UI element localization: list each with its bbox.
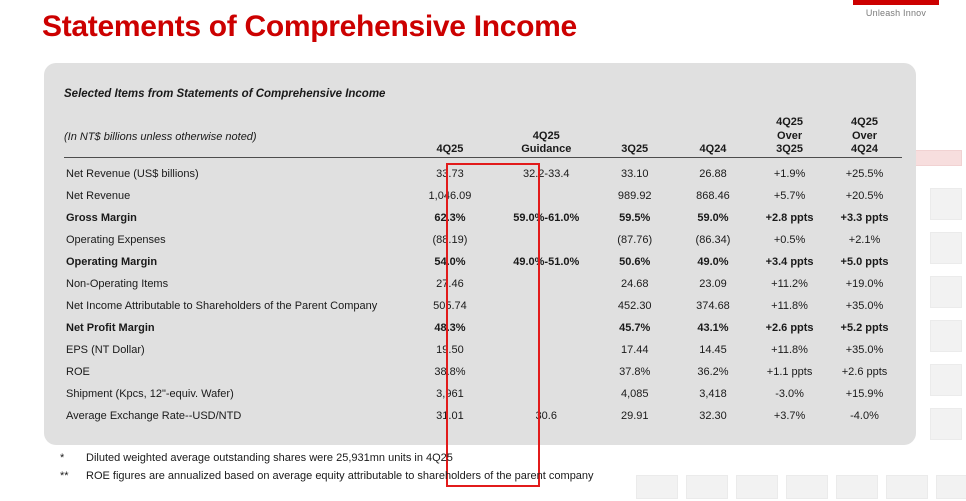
column-header-4q25: 4Q25 xyxy=(403,95,497,158)
cell-3q25: 59.5% xyxy=(619,212,651,224)
cell-over-3q25: +1.9% xyxy=(773,168,806,180)
cell-over-4q24: -4.0% xyxy=(850,410,879,422)
cell-over-3q25: +11.8% xyxy=(771,344,808,356)
cell-over-3q25: -3.0% xyxy=(775,388,804,400)
financials-table xyxy=(64,95,902,422)
cell-over-4q24: +19.0% xyxy=(845,278,884,290)
cell-4q24: 59.0% xyxy=(697,212,729,224)
financials-panel xyxy=(44,63,916,445)
cell-4q25: 33.73 xyxy=(436,168,464,180)
footnote-text: Diluted weighted average outstanding shares were 25,931mn units in 4Q25 xyxy=(86,452,453,464)
cell-over-3q25: +0.5% xyxy=(773,234,806,246)
panel-units-note: (In NT$ billions unless otherwise noted) xyxy=(64,131,257,143)
cell-4q25: 54.0% xyxy=(434,256,466,268)
decorative-block xyxy=(930,232,962,264)
cell-4q25: 1,046.09 xyxy=(428,190,472,202)
table-row xyxy=(64,312,902,334)
brand-logo xyxy=(826,0,966,18)
cell-3q25: 17.44 xyxy=(620,344,649,356)
cell-over-3q25: +3.4 ppts xyxy=(765,256,814,268)
table-row xyxy=(64,202,902,224)
decorative-block xyxy=(930,408,962,440)
column-header-4q25-guidance: 4Q25 Guidance xyxy=(497,95,596,158)
decorative-block xyxy=(930,320,962,352)
footnote-mark: ** xyxy=(60,470,69,482)
cell-4q24: 32.30 xyxy=(699,410,727,422)
column-header-4q25-over-3q25: 4Q25 Over 3Q25 xyxy=(752,95,827,158)
cell-over-4q24: +5.2 ppts xyxy=(840,322,889,334)
cell-4q24: 23.09 xyxy=(699,278,727,290)
row-label: Gross Margin xyxy=(66,212,137,224)
cell-3q25: 50.6% xyxy=(619,256,651,268)
cell-over-4q24: +35.0% xyxy=(845,344,884,356)
cell-3q25: 45.7% xyxy=(619,322,651,334)
cell-over-3q25: +11.2% xyxy=(771,278,808,290)
cell-guidance xyxy=(497,312,596,334)
cell-guidance xyxy=(497,378,596,400)
cell-3q25: 452.30 xyxy=(617,300,652,312)
cell-over-4q24: +35.0% xyxy=(845,300,884,312)
brand-tagline: Unleash Innov xyxy=(865,8,927,18)
cell-guidance xyxy=(497,356,596,378)
table-row xyxy=(64,290,902,312)
cell-guidance: 32.2-33.4 xyxy=(523,168,570,180)
cell-4q25: 3,961 xyxy=(436,388,464,400)
cell-over-3q25: +5.7% xyxy=(773,190,806,202)
footnote-mark: * xyxy=(60,452,65,464)
decorative-block xyxy=(930,364,962,396)
brand-bar-icon xyxy=(853,0,939,5)
cell-guidance xyxy=(497,290,596,312)
cell-over-4q24: +20.5% xyxy=(845,190,884,202)
table-row xyxy=(64,180,902,202)
cell-guidance: 49.0%-51.0% xyxy=(513,256,580,268)
cell-3q25: 33.10 xyxy=(620,168,649,180)
cell-guidance: 59.0%-61.0% xyxy=(513,212,580,224)
table-row xyxy=(64,268,902,290)
decorative-block xyxy=(930,188,962,220)
cell-over-3q25: +11.8% xyxy=(771,300,808,312)
column-header-4q25-over-4q24: 4Q25 Over 4Q24 xyxy=(827,95,902,158)
cell-4q24: 14.45 xyxy=(699,344,727,356)
footnote-text: ROE figures are annualized based on average equity attributable to shareholders of the parent company xyxy=(86,470,594,482)
cell-over-4q24: +3.3 ppts xyxy=(840,212,889,224)
column-header-label xyxy=(64,95,403,158)
cell-4q24: 36.2% xyxy=(697,366,729,378)
table-row xyxy=(64,378,902,400)
table-row xyxy=(64,356,902,378)
row-label: Non-Operating Items xyxy=(66,278,169,290)
cell-guidance: 30.6 xyxy=(535,410,557,422)
cell-4q25: 27.46 xyxy=(436,278,464,290)
cell-3q25: 989.92 xyxy=(617,190,652,202)
decorative-block-row xyxy=(636,475,966,499)
table-body xyxy=(64,158,902,423)
row-label: Net Revenue (US$ billions) xyxy=(66,168,199,180)
cell-4q24: 374.68 xyxy=(696,300,730,312)
cell-4q25: 38.8% xyxy=(434,366,466,378)
cell-over-4q24: +2.1% xyxy=(848,234,881,246)
panel-caption: Selected Items from Statements of Comprehensive Income xyxy=(64,88,386,100)
row-label: Net Profit Margin xyxy=(66,322,155,334)
row-label: Operating Expenses xyxy=(66,234,166,246)
cell-over-4q24: +15.9% xyxy=(845,388,884,400)
cell-4q24: (86.34) xyxy=(695,234,731,246)
cell-over-4q24: +25.5% xyxy=(845,168,884,180)
cell-4q24: 26.88 xyxy=(699,168,727,180)
cell-4q24: 868.46 xyxy=(696,190,730,202)
table-row xyxy=(64,158,902,181)
cell-guidance xyxy=(497,180,596,202)
cell-3q25: 37.8% xyxy=(619,366,651,378)
row-label: ROE xyxy=(66,366,90,378)
cell-4q25: 505.74 xyxy=(433,300,467,312)
table-header-row xyxy=(64,95,902,158)
row-label: EPS (NT Dollar) xyxy=(66,344,145,356)
row-label: Net Income Attributable to Shareholders of the Parent Company xyxy=(66,300,378,312)
row-label: Net Revenue xyxy=(66,190,131,202)
row-label: Average Exchange Rate--USD/NTD xyxy=(66,410,242,422)
cell-4q24: 49.0% xyxy=(697,256,729,268)
cell-over-3q25: +2.6 ppts xyxy=(765,322,814,334)
table-row xyxy=(64,334,902,356)
cell-4q24: 3,418 xyxy=(699,388,727,400)
cell-3q25: (87.76) xyxy=(617,234,653,246)
footnote-item xyxy=(60,470,594,482)
cell-4q25: 19.50 xyxy=(436,344,464,356)
page-title: Statements of Comprehensive Income xyxy=(42,10,577,43)
footnote-item xyxy=(60,452,594,464)
cell-4q24: 43.1% xyxy=(697,322,729,334)
cell-over-3q25: +2.8 ppts xyxy=(765,212,814,224)
cell-4q25: 48.3% xyxy=(434,322,466,334)
cell-over-4q24: +2.6 ppts xyxy=(841,366,888,378)
cell-guidance xyxy=(497,334,596,356)
cell-over-3q25: +1.1 ppts xyxy=(766,366,813,378)
cell-guidance xyxy=(497,268,596,290)
decorative-block xyxy=(912,150,962,166)
cell-over-3q25: +3.7% xyxy=(773,410,806,422)
row-label: Shipment (Kpcs, 12"-equiv. Wafer) xyxy=(66,388,234,400)
row-label: Operating Margin xyxy=(66,256,158,268)
table-row xyxy=(64,224,902,246)
table-row xyxy=(64,400,902,422)
cell-3q25: 24.68 xyxy=(620,278,649,290)
cell-3q25: 29.91 xyxy=(620,410,649,422)
table-row xyxy=(64,246,902,268)
cell-4q25: 62.3% xyxy=(434,212,466,224)
cell-4q25: (88.19) xyxy=(432,234,468,246)
decorative-block xyxy=(930,276,962,308)
cell-over-4q24: +5.0 ppts xyxy=(840,256,889,268)
cell-guidance xyxy=(497,224,596,246)
footnotes xyxy=(60,452,594,488)
cell-4q25: 31.01 xyxy=(436,410,464,422)
cell-3q25: 4,085 xyxy=(620,388,649,400)
column-header-3q25: 3Q25 xyxy=(596,95,674,158)
column-header-4q24: 4Q24 xyxy=(674,95,752,158)
